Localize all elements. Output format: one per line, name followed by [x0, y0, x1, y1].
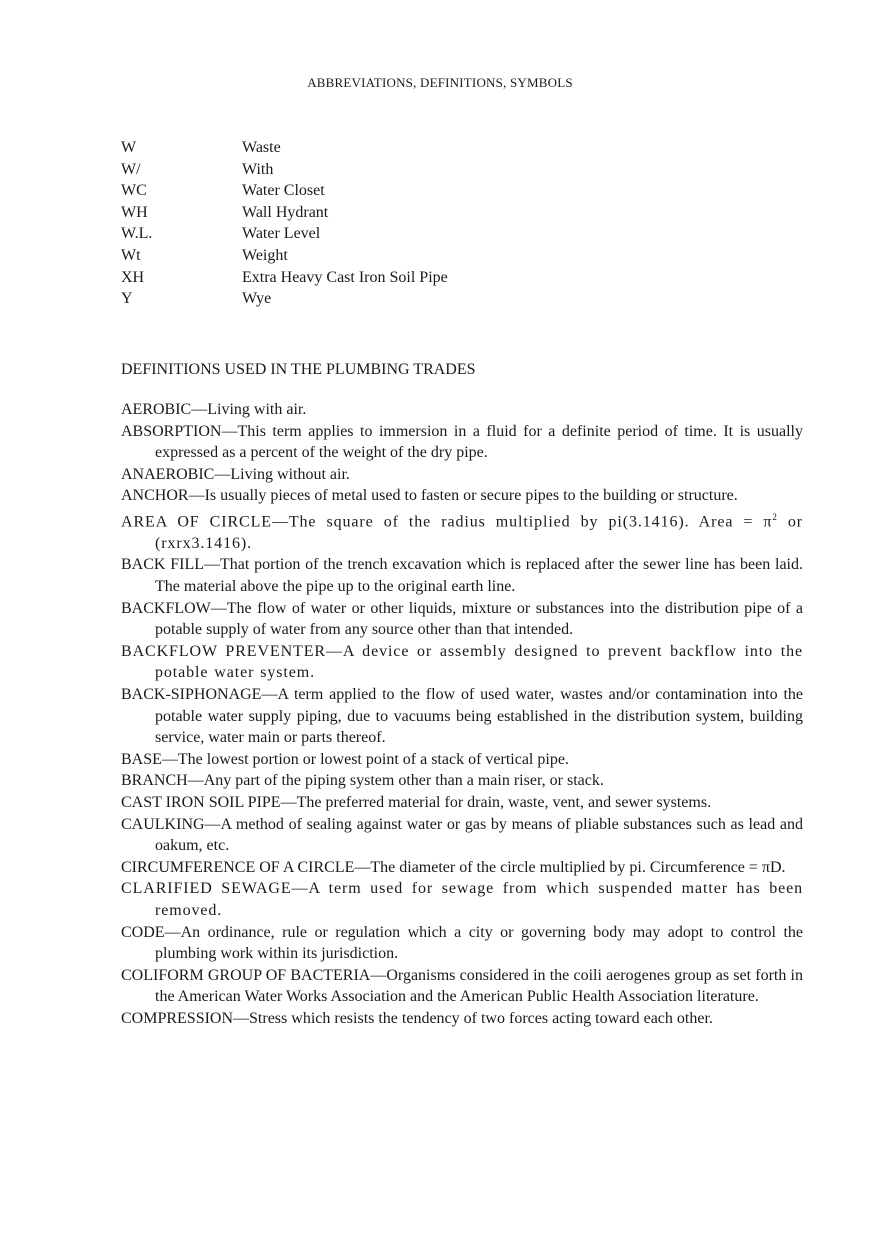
definition-text: The flow of water or other liquids, mixture or substances into the distribution pipe of a potable supply of water from any source other than that intended.	[155, 599, 803, 639]
definition-entry	[121, 749, 803, 771]
definition-term: BACKFLOW PREVENTER	[121, 642, 326, 660]
definition-separator: —	[325, 642, 343, 660]
abbreviation-meaning: Waste	[242, 139, 281, 156]
definition-text: That portion of the trench excavation which is replaced after the sewer line has been laid. The material above the pipe up to the original earth line.	[155, 556, 803, 596]
definition-term: CAST IRON SOIL PIPE	[121, 794, 281, 812]
definition-separator: —	[261, 686, 278, 704]
definition-list	[121, 399, 803, 1030]
abbreviation-term: Y	[121, 290, 133, 308]
abbreviation-term: W	[121, 139, 137, 156]
abbreviation-term: W.L.	[121, 225, 153, 243]
definition-text: Stress which resists the tendency of two forces acting toward each other.	[249, 1009, 713, 1027]
abbreviation-meaning: Water Level	[242, 225, 321, 243]
definition-text: A method of sealing against water or gas by means of pliable substances such as lead and oakum, etc.	[155, 815, 803, 855]
definition-entry	[121, 770, 803, 792]
abbreviation-meaning: Wye	[242, 290, 272, 308]
definition-separator: —	[204, 815, 221, 833]
definition-term: CAULKING	[121, 815, 205, 833]
definition-separator: —	[271, 513, 289, 531]
definition-term: COMPRESSION	[121, 1009, 234, 1027]
definition-text: The preferred material for drain, waste, vent, and sewer systems.	[296, 794, 712, 812]
definition-term: ABSORPTION	[121, 422, 222, 440]
definition-text-continued: or (rxrx3.1416).	[155, 513, 804, 552]
definition-text: Living with air.	[207, 401, 307, 418]
definition-separator: —	[210, 599, 227, 617]
abbreviation-row	[121, 202, 761, 224]
abbreviation-term: Wt	[121, 246, 141, 264]
abbreviation-row	[121, 180, 761, 202]
definition-term: AREA OF CIRCLE	[121, 513, 272, 531]
definition-entry	[121, 792, 803, 814]
abbreviation-row	[121, 288, 761, 310]
abbreviation-meaning: Extra Heavy Cast Iron Soil Pipe	[242, 268, 448, 286]
definition-term: BACKFLOW	[121, 599, 211, 617]
abbreviation-row	[121, 223, 761, 245]
definition-term: ANAEROBIC	[121, 465, 215, 483]
abbreviation-row	[121, 245, 761, 267]
definition-term: BACK-SIPHONAGE	[121, 686, 262, 704]
definition-separator: —	[214, 465, 231, 483]
definition-text: A device or assembly designed to prevent backflow into the potable water system.	[155, 642, 804, 682]
definition-entry	[121, 598, 803, 641]
abbreviation-row	[121, 159, 761, 181]
abbreviation-meaning: Weight	[242, 246, 288, 264]
definition-text: The lowest portion or lowest point of a stack of vertical pipe.	[177, 750, 569, 768]
definition-separator: —	[354, 858, 371, 876]
definition-entry	[121, 554, 803, 597]
abbreviation-term: W/	[121, 160, 141, 178]
definition-entry	[121, 684, 803, 749]
definition-text: A term used for sewage from which suspended matter has been removed.	[155, 880, 804, 919]
definition-text: Living without air.	[230, 465, 350, 483]
abbreviation-term: XH	[121, 268, 145, 286]
definition-text: An ordinance, rule or regulation which a city or governing body may adopt to control the plumbing work within its jurisdiction.	[155, 923, 803, 963]
definition-text: The diameter of the circle multiplied by pi. Circumference = πD.	[370, 858, 786, 876]
definition-text: This term applies to immersion in a fluid for a definite period of time. It is usually expressed as a percent of the weight of the dry pipe.	[155, 422, 803, 462]
definition-text: Is usually pieces of metal used to fasten or secure pipes to the building or structure.	[204, 487, 738, 505]
definition-entry	[121, 421, 803, 464]
definition-text: Any part of the piping system other than a main riser, or stack.	[203, 772, 604, 790]
definition-term: CODE	[121, 923, 165, 941]
definition-separator: —	[233, 1009, 250, 1027]
abbreviation-term: WC	[121, 182, 147, 200]
abbreviation-meaning: Wall Hydrant	[242, 203, 329, 221]
definition-term: CLARIFIED SEWAGE	[121, 880, 292, 898]
definition-term: CIRCUMFERENCE OF A CIRCLE	[121, 858, 355, 876]
definition-term: BASE	[121, 750, 162, 768]
definition-term: COLIFORM GROUP OF BACTERIA	[121, 966, 371, 984]
running-head: ABBREVIATIONS, DEFINITIONS, SYMBOLS	[307, 75, 573, 90]
definition-separator: —	[291, 880, 309, 898]
definition-entry	[121, 641, 803, 684]
definition-separator: —	[164, 923, 181, 941]
abbreviation-row	[121, 137, 761, 159]
definition-term: BACK FILL	[121, 556, 205, 574]
definition-entry	[121, 507, 803, 555]
definition-entry	[121, 1008, 803, 1030]
abbreviation-row	[121, 267, 761, 289]
definition-separator: —	[280, 794, 297, 812]
definition-separator: —	[191, 401, 208, 418]
abbreviation-term: WH	[121, 203, 148, 221]
definition-separator: —	[370, 966, 387, 984]
definition-entry	[121, 965, 803, 1008]
definition-entry	[121, 922, 803, 965]
definition-entry	[121, 485, 803, 507]
definition-entry	[121, 857, 803, 879]
abbreviation-list	[121, 137, 761, 310]
definition-entry	[121, 464, 803, 486]
definition-term: ANCHOR	[121, 487, 189, 505]
definition-separator: —	[187, 772, 204, 790]
definition-term: AEROBIC	[121, 401, 192, 418]
definition-separator: —	[204, 556, 221, 574]
definition-text: The square of the radius multiplied by pi(3.1416). Area = π	[288, 513, 773, 531]
definition-text: A term applied to the flow of used water, wastes and/or contamination into the potable water supply piping, due to vacuums being established in the distribution system, building service, water main or parts thereof.	[155, 686, 803, 747]
abbreviation-meaning: With	[242, 160, 274, 178]
definitions-heading: DEFINITIONS USED IN THE PLUMBING TRADES	[121, 361, 476, 378]
definition-separator: —	[221, 422, 238, 440]
definition-entry	[121, 878, 803, 921]
definition-separator: —	[188, 487, 205, 505]
definition-separator: —	[161, 750, 178, 768]
abbreviation-meaning: Water Closet	[242, 182, 325, 200]
definition-term: BRANCH	[121, 772, 188, 790]
definition-superscript: 2	[772, 511, 778, 522]
definition-entry	[121, 399, 803, 421]
definition-text: Organisms considered in the coili aerogenes group as set forth in the American Water Works Association and the American Public Health Association literature.	[155, 966, 803, 1006]
definition-entry	[121, 814, 803, 857]
